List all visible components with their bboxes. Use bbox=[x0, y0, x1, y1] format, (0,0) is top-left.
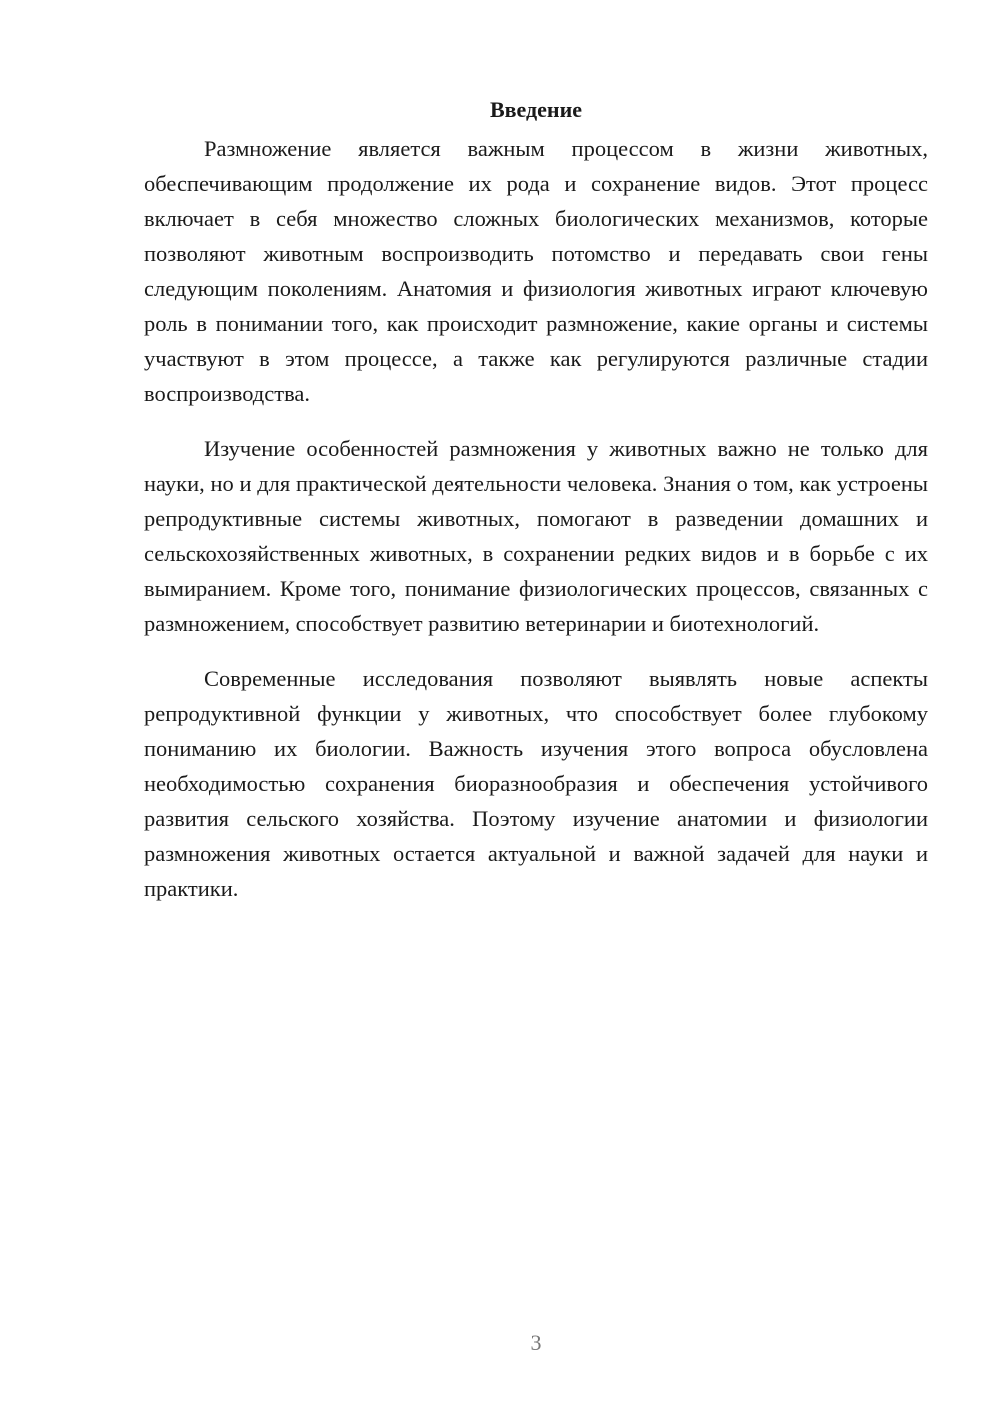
page-content bbox=[144, 92, 928, 926]
paragraph-3: Современные исследования позволяют выявлять новые аспекты репродуктивной функции у животных, что способствует более глубокому пониманию их биологии. Важность изучения этого вопроса обусловлена необходимостью сохранения биоразнообразия и обеспечения устойчивого развития сельского хозяйства. Поэтому изучение анатомии и физиологии размножения животных остается актуальной и важной задачей для науки и практики. bbox=[144, 666, 928, 901]
page-number: 3 bbox=[530, 1330, 542, 1355]
paragraph-2: Изучение особенностей размножения у животных важно не только для науки, но и для практической деятельности человека. Знания о том, как устроены репродуктивные системы животных, помогают в разведении домашних и сельскохозяйственных животных, в сохранении редких видов и в борьбе с их вымиранием. Кроме того, понимание физиологических процессов, связанных с размножением, способствует развитию ветеринарии и биотехнологий. bbox=[144, 436, 928, 636]
section-title: Введение bbox=[489, 97, 583, 122]
paragraph-1: Размножение является важным процессом в жизни животных, обеспечивающим продолжение их рода и сохранение видов. Этот процесс включает в себя множество сложных биологических механизмов, которые позволяют животным воспроизводить потомство и передавать свои гены следующим поколениям. Анатомия и физиология животных играют ключевую роль в понимании того, как происходит размножение, какие органы и системы участвуют в этом процессе, а также как регулируются различные стадии воспроизводства. bbox=[144, 136, 928, 406]
